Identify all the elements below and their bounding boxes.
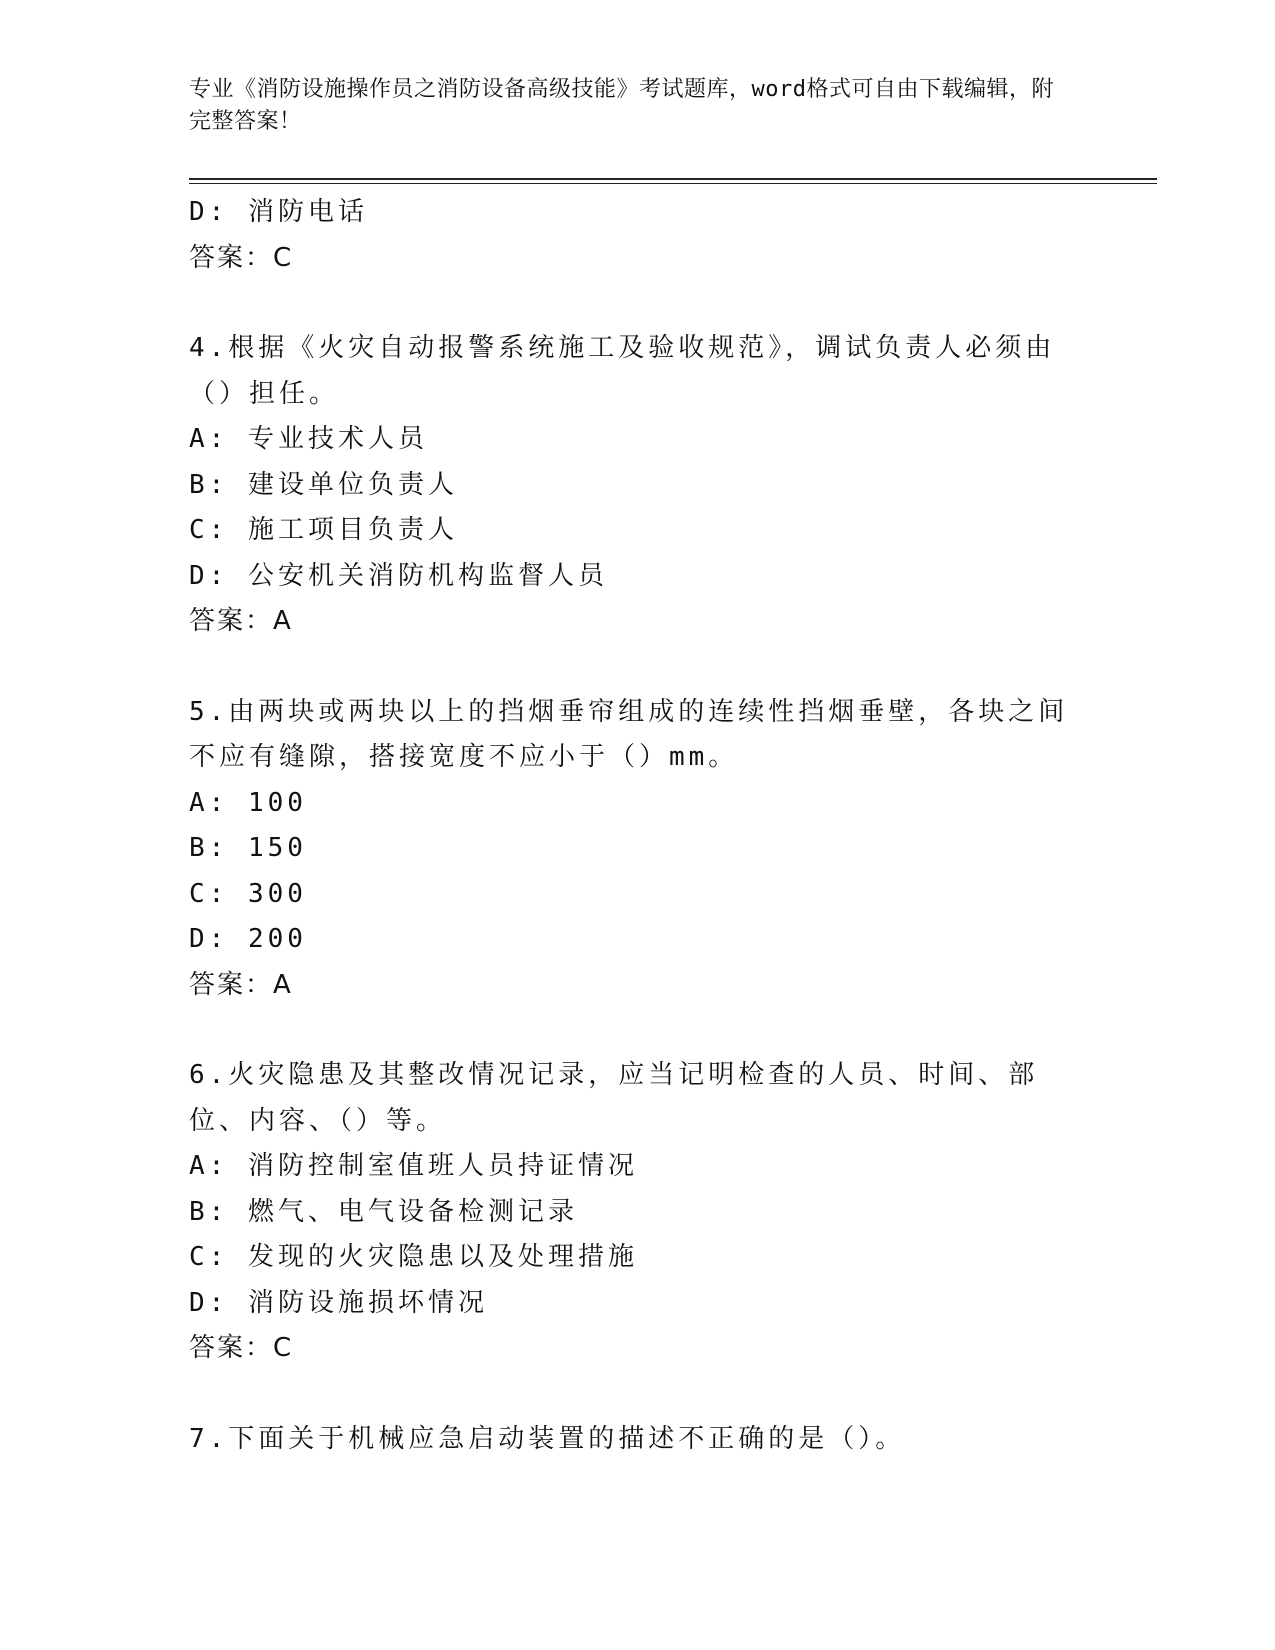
option-d: D: 消防设施损坏情况	[189, 1287, 488, 1318]
option-a: A: 100	[189, 787, 307, 818]
question-7	[189, 1417, 1069, 1463]
question-stem: 5.由两块或两块以上的挡烟垂帘组成的连续性挡烟垂壁，各块之间不应有缝隙，搭接宽度不应小于（）mm。	[189, 696, 1069, 772]
option-a: A: 专业技术人员	[189, 424, 428, 454]
answer: 答案：C	[189, 1333, 294, 1363]
option-b: B: 150	[189, 833, 307, 863]
question-4	[189, 326, 1069, 645]
prev-option-d: D: 消防电话	[189, 197, 368, 227]
option-d: D: 公安机关消防机构监督人员	[189, 560, 608, 591]
option-a: A: 消防控制室值班人员持证情况	[189, 1151, 638, 1181]
option-b: B: 燃气、电气设备检测记录	[189, 1196, 578, 1227]
question-6	[189, 1053, 1069, 1372]
option-c: C: 300	[189, 878, 307, 909]
prev-answer: 答案：C	[189, 242, 294, 273]
question-stem: 6.火灾隐患及其整改情况记录，应当记明检查的人员、时间、部位、内容、（）等。	[189, 1060, 1039, 1136]
option-b: B: 建设单位负责人	[189, 469, 458, 500]
answer: 答案：A	[189, 606, 293, 636]
header-divider	[189, 178, 1157, 180]
header-divider-thin	[189, 183, 1157, 184]
question-5	[189, 690, 1069, 1009]
question-stem: 4.根据《火灾自动报警系统施工及验收规范》，调试负责人必须由（）担任。	[189, 333, 1056, 409]
answer: 答案：A	[189, 969, 293, 1000]
question-stem: 7.下面关于机械应急启动装置的描述不正确的是（）。	[189, 1423, 906, 1454]
option-c: C: 发现的火灾隐患以及处理措施	[189, 1242, 638, 1272]
question-list	[189, 190, 1069, 1462]
document-header: 专业《消防设施操作员之消防设备高级技能》考试题库，word格式可自由下载编辑，附完整答案！	[189, 77, 1054, 134]
option-c: C: 施工项目负责人	[189, 515, 458, 545]
option-d: D: 200	[189, 924, 307, 954]
